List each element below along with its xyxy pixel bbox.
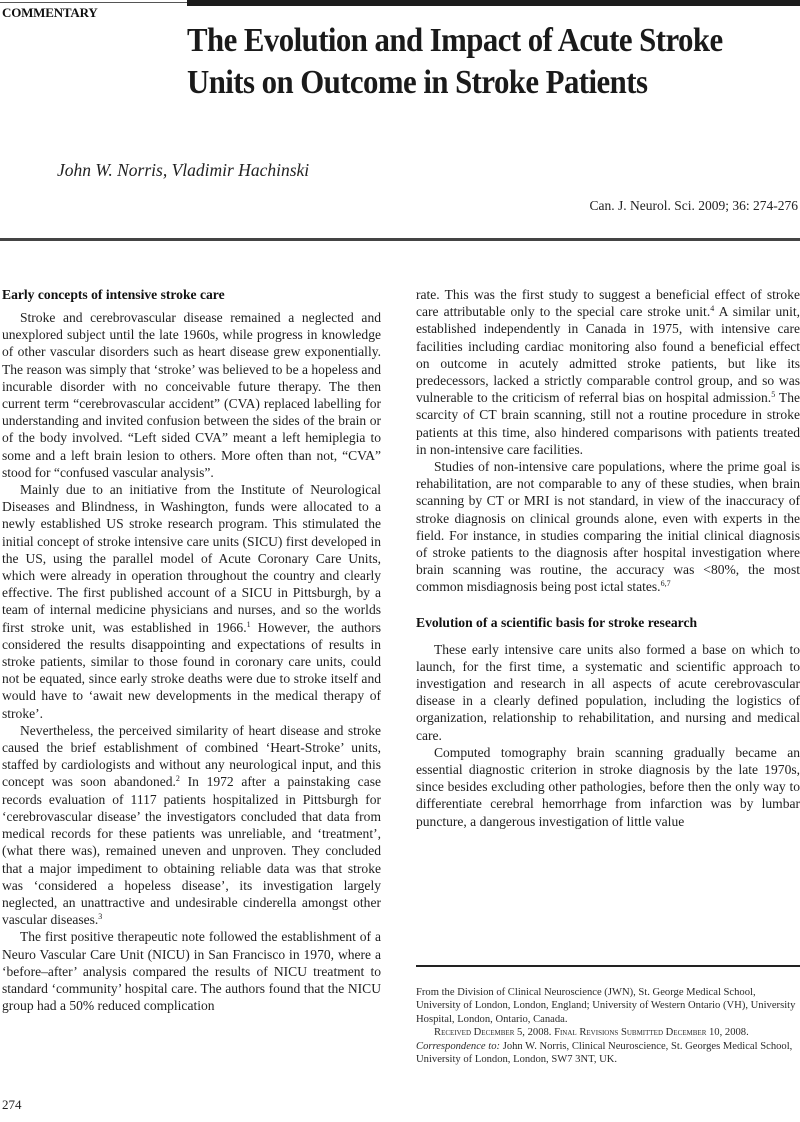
reference-marker[interactable]: 3 <box>98 912 103 922</box>
reference-marker[interactable]: 4 <box>710 304 715 314</box>
right-column <box>416 286 800 830</box>
authors: John W. Norris, Vladimir Hachinski <box>57 160 310 180</box>
section-label: COMMENTARY <box>2 5 98 20</box>
section-heading-evolution: Evolution of a scientific basis for stroke research <box>416 614 698 630</box>
left-column <box>2 286 381 1014</box>
journal-citation: Can. J. Neurol. Sci. 2009; 36: 274-276 <box>589 198 798 213</box>
paragraph: Mainly due to an initiative from the Institute of Neurological Diseases and Blindness, in Washington, funds were allocated to a newly established US stroke research program. This stimulated the initial concept of stroke intensive care units (SICU) first developed in the US, using the parallel model of Acute Coronary Care Units, which were already in operation throughout the country and clearly effective. The first published account of a SICU in Pittsburgh, by a team of internal medicine physicians and nurses, and so the worlds first stroke unit, was established in 1966.$^1$ However, the authors considered the results disappointing and expectations of results in stroke patients, similar to those found in coronary care units, could not be equated, since early stroke deaths were due to stroke itself and would have to ‘await new developments in the medical therapy of stroke’. <box>2 482 381 721</box>
received-dates: Received December 5, 2008. Final Revisions Submitted December 10, 2008. <box>434 1027 749 1039</box>
paragraph: Stroke and cerebrovascular disease remained a neglected and unexplored subject until the late 1960s, while progress in knowledge of other vascular disorders such as heart disease grew exponentially. The reason was simply that ‘stroke’ was believed to be a hopeless and incurable disorder with no conceivable future therapy. The then current term “cerebrovascular accident” (CVA) replaced labelling for understanding and invited confusion between the sides of the brain or of the body involved. “Left sided CVA” meant a left hemiplegia to some and a left brain lesion to others. More often than not, “CVA” stood for “confused vascular analysis”. <box>2 310 381 480</box>
footnote-divider <box>416 965 800 967</box>
reference-marker[interactable]: 6,7 <box>660 579 671 589</box>
page-number: 274 <box>2 1097 22 1112</box>
article-title: The Evolution and Impact of Acute Stroke Units on Outcome in Stroke Patients <box>187 22 723 101</box>
header-divider <box>0 238 800 241</box>
paragraph: The first positive therapeutic note followed the establishment of a Neuro Vascular Care Unit (NICU) in San Francisco in 1970, where a ‘before–after’ analysis compared the results of NICU treatment to standard ‘community’ hospital care. The authors found that the NICU group had a 50% reduced complication <box>2 929 381 1014</box>
paragraph: Nevertheless, the perceived similarity of heart disease and stroke caused the brief establishment of combined ‘Heart-Stroke’ units, staffed by cardiologists and without any neurological input, and this concept was soon abandoned.$^2$ In 1972 after a painstaking case records evaluation of 1117 patients hospitalized in Pittsburgh for ‘cerebrovascular disease’ the investigators concluded that data from medical records for these patients was unreliable, and ‘treatment’, (what there was), remained uneven and unproven. They concluded that a major impediment to obtaining reliable data was that stroke was ‘considered a hopeless disease’, its investigation largely neglected, an unattractive and undesirable cinderella amongst other vascular diseases.$^3$ <box>2 722 381 928</box>
reference-marker[interactable]: 2 <box>175 774 180 784</box>
paragraph: rate. This was the first study to suggest a beneficial effect of stroke care attributable only to the special care stroke unit.$^4$ A similar unit, established independently in Canada in 1975, with intensive care facilities including cardiac monitoring also found a beneficial effect on outcome in acutely admitted stroke patients, but like its predecessors, lacked a strictly comparable control group, and so was vulnerable to the criticism of referral bias on hospital admission.$^5$ The scarcity of CT brain scanning, still not a routine procedure in stroke patients at this time, also hindered comparisons with patients treated in non-intensive care facilities. <box>416 287 800 457</box>
paragraph: Studies of non-intensive care populations, where the prime goal is rehabilitation, are not comparable to any of these studies, when brain scanning by CT or MRI is not standard, in view of the inaccuracy of stroke diagnosis on clinical grounds alone, even with experts in the field. For instance, in studies comparing the initial clinical diagnosis of stroke patients to the diagnosis after hospital investigation where brain scanning was routine, the accuracy was <80%, the most common misdiagnosis being post ictal states.$^{6,7}$ <box>416 459 800 595</box>
reference-marker[interactable]: 1 <box>246 619 251 629</box>
paragraph: Computed tomography brain scanning gradually became an essential diagnostic criterion in stroke diagnosis by the late 1970s, since besides excluding other pathologies, before then the only way to differentiate cerebral hemorrhage from infarction was by lumbar puncture, a dangerous investigation of little value <box>416 744 800 829</box>
correspondence-note: Correspondence to: John W. Norris, Clinical Neuroscience, St. Georges Medical School, University of London, London, SW7 3NT, UK. <box>416 1040 793 1066</box>
paragraph: These early intensive care units also formed a base on which to launch, for the first time, a systematic and scientific approach to investigation and research in all aspects of acute cerebrovascular disease in a clearly defined population, including the logistics of organization, relationship to rehabilitation, and nursing and medical care. <box>416 641 800 743</box>
footnotes <box>416 986 800 1066</box>
correspondence-label: Correspondence to: <box>416 1040 501 1052</box>
top-thin-rule <box>0 2 187 3</box>
reference-marker[interactable]: 5 <box>771 390 776 400</box>
affiliation-note: From the Division of Clinical Neuroscience (JWN), St. George Medical School, University of London, London, England; University of Western Ontario (VH), University Hospital, London, Ontario, Canada. <box>416 987 796 1025</box>
section-heading-early-concepts: Early concepts of intensive stroke care <box>2 287 225 302</box>
top-thick-rule <box>187 0 800 6</box>
